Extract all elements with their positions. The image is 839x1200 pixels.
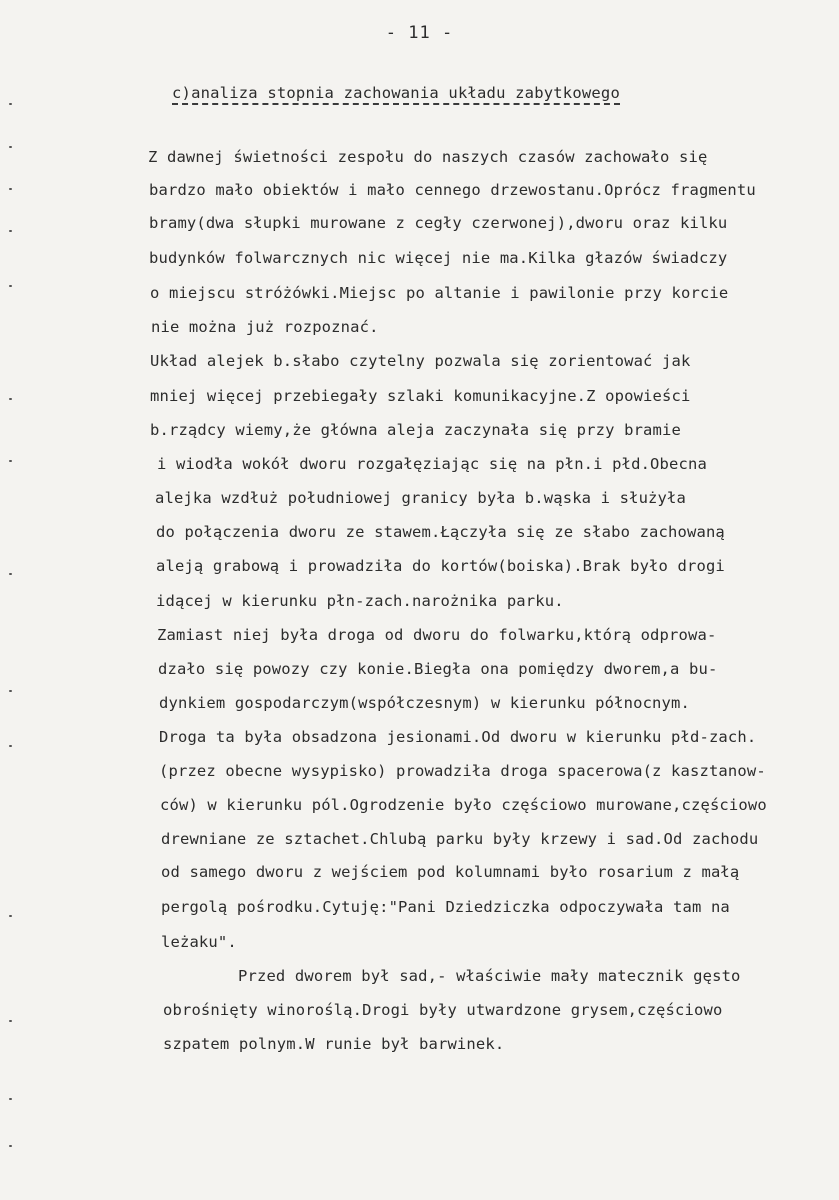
margin-mark <box>9 146 12 148</box>
margin-mark <box>9 573 12 575</box>
margin-mark <box>9 690 12 692</box>
text-line: drewniane ze sztachet.Chlubą parku były krzewy i sad.Od zachodu <box>161 830 759 848</box>
text-line: idącej w kierunku płn-zach.narożnika parku. <box>156 592 564 610</box>
margin-mark <box>9 745 12 747</box>
text-line: od samego dworu z wejściem pod kolumnami było rosarium z małą <box>161 863 740 881</box>
text-line: o miejscu stróżówki.Miejsc po altanie i pawilonie przy korcie <box>150 284 729 302</box>
margin-mark <box>9 188 12 190</box>
text-line: bramy(dwa słupki murowane z cegły czerwonej),dworu oraz kilku <box>149 214 728 232</box>
text-line: Z dawnej świetności zespołu do naszych czasów zachowało się <box>148 148 708 166</box>
text-line: alejka wzdłuż południowej granicy była b.wąska i służyła <box>155 489 686 507</box>
text-line: Zamiast niej była droga od dworu do folwarku,którą odprowa- <box>157 626 717 644</box>
text-line: mniej więcej przebiegały szlaki komunikacyjne.Z opowieści <box>150 387 691 405</box>
text-line: i wiodła wokół dworu rozgałęziając się na płn.i płd.Obecna <box>157 455 707 473</box>
text-line: ców) w kierunku pól.Ogrodzenie było częściowo murowane,częściowo <box>160 796 767 814</box>
text-line: szpatem polnym.W runie był barwinek. <box>163 1035 505 1053</box>
margin-mark <box>9 285 12 287</box>
margin-mark <box>9 1098 12 1100</box>
margin-mark <box>9 103 12 105</box>
margin-mark <box>9 460 12 462</box>
text-line: b.rządcy wiemy,że główna aleja zaczynała się przy bramie <box>150 421 681 439</box>
text-line: bardzo mało obiektów i mało cennego drzewostanu.Oprócz fragmentu <box>149 181 756 199</box>
section-heading: c)analiza stopnia zachowania układu zabytkowego <box>172 84 620 105</box>
margin-mark <box>9 230 12 232</box>
text-line: pergolą pośrodku.Cytuję:"Pani Dziedziczka odpoczywała tam na <box>161 898 730 916</box>
text-line: dynkiem gospodarczym(współczesnym) w kierunku północnym. <box>159 694 690 712</box>
text-line: (przez obecne wysypisko) prowadziła droga spacerowa(z kasztanow- <box>159 762 766 780</box>
margin-mark <box>9 1145 12 1147</box>
text-line: leżaku". <box>161 933 237 951</box>
margin-mark <box>9 398 12 400</box>
text-line: do połączenia dworu ze stawem.Łączyła się ze słabo zachowaną <box>156 523 725 541</box>
text-line: dzało się powozy czy konie.Biegła ona pomiędzy dworem,a bu- <box>158 660 718 678</box>
text-line: aleją grabową i prowadziła do kortów(boiska).Brak było drogi <box>156 557 725 575</box>
text-line: Układ alejek b.słabo czytelny pozwala się zorientować jak <box>150 352 691 370</box>
text-line: budynków folwarcznych nic więcej nie ma.Kilka głazów świadczy <box>149 249 728 267</box>
margin-mark <box>9 915 12 917</box>
margin-mark <box>9 1020 12 1022</box>
text-line: Przed dworem był sad,- właściwie mały matecznik gęsto <box>238 967 741 985</box>
text-line: nie można już rozpoznać. <box>151 318 379 336</box>
page-number: - 11 - <box>385 23 454 43</box>
text-line: Droga ta była obsadzona jesionami.Od dworu w kierunku płd-zach. <box>159 728 757 746</box>
text-line: obrośnięty winoroślą.Drogi były utwardzone grysem,częściowo <box>163 1001 723 1019</box>
